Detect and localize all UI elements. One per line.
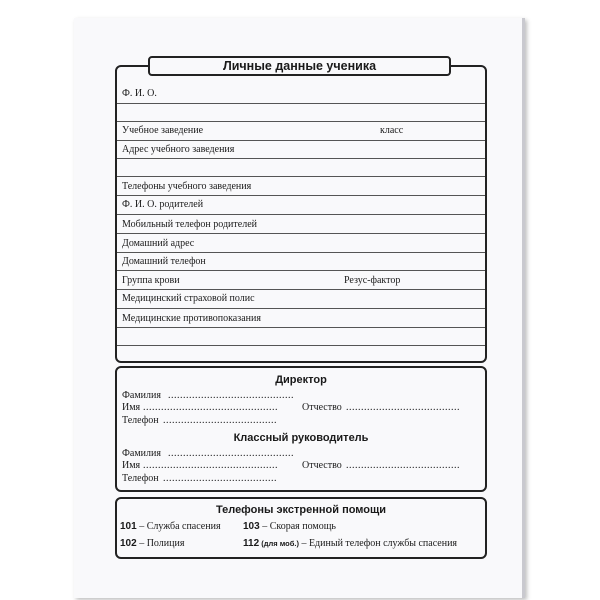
director-header: Директор [275,374,327,386]
field-contraindications: Медицинские противопоказания [122,313,261,324]
field-home-phone: Домашний телефон [122,256,206,267]
line [117,308,485,309]
line [117,121,485,122]
emergency-112: 112 (для моб.) – Единый телефон службы спасения [243,538,458,549]
emergency-header: Телефоны экстренной помощи [215,504,387,516]
line [117,214,485,215]
director-surname-label: Фамилия [122,390,161,401]
line [117,270,485,271]
field-fio: Ф. И. О. [122,88,157,99]
field-home-address: Домашний адрес [122,238,195,249]
field-insurance: Медицинский страховой полис [122,293,255,304]
field-school: Учебное заведение [122,125,204,136]
line [117,345,485,346]
field-parents-mobile: Мобильный телефон родителей [122,219,257,230]
teacher-name-dots: ............................................. [143,460,278,471]
field-class: класс [380,125,404,136]
line [117,233,485,234]
line [117,327,485,328]
emergency-103: 103 – Скорая помощь [243,521,336,532]
teacher-patronymic-label: Отчество [302,460,342,471]
line [117,158,485,159]
teacher-patronymic-dots: ...................................... [346,460,460,471]
line [117,195,485,196]
emergency-102: 102 – Полиция [120,538,185,549]
line [117,140,485,141]
teacher-phone-label: Телефон [122,473,159,484]
field-school-address: Адрес учебного заведения [122,144,235,155]
director-name-label: Имя [122,402,141,413]
line [117,252,485,253]
director-surname-dots: .......................................... [168,390,294,401]
teacher-name-label: Имя [122,460,141,471]
director-patronymic-dots: ...................................... [346,402,460,413]
director-name-dots: ............................................. [143,402,278,413]
field-rh-factor: Резус-фактор [344,275,401,286]
teacher-surname-dots: .......................................... [168,448,294,459]
field-parents-fio: Ф. И. О. родителей [122,199,204,210]
line [117,103,485,104]
emergency-101: 101 – Служба спасения [120,521,221,532]
line [117,176,485,177]
teacher-header: Классный руководитель [233,432,369,444]
field-school-phones: Телефоны учебного заведения [122,181,252,192]
teacher-surname-label: Фамилия [122,448,161,459]
director-phone-dots: ...................................... [163,415,277,426]
page-title: Личные данные ученика [148,56,451,76]
director-patronymic-label: Отчество [302,402,342,413]
teacher-phone-dots: ...................................... [163,473,277,484]
line [117,289,485,290]
field-blood-group: Группа крови [122,275,180,286]
director-phone-label: Телефон [122,415,159,426]
